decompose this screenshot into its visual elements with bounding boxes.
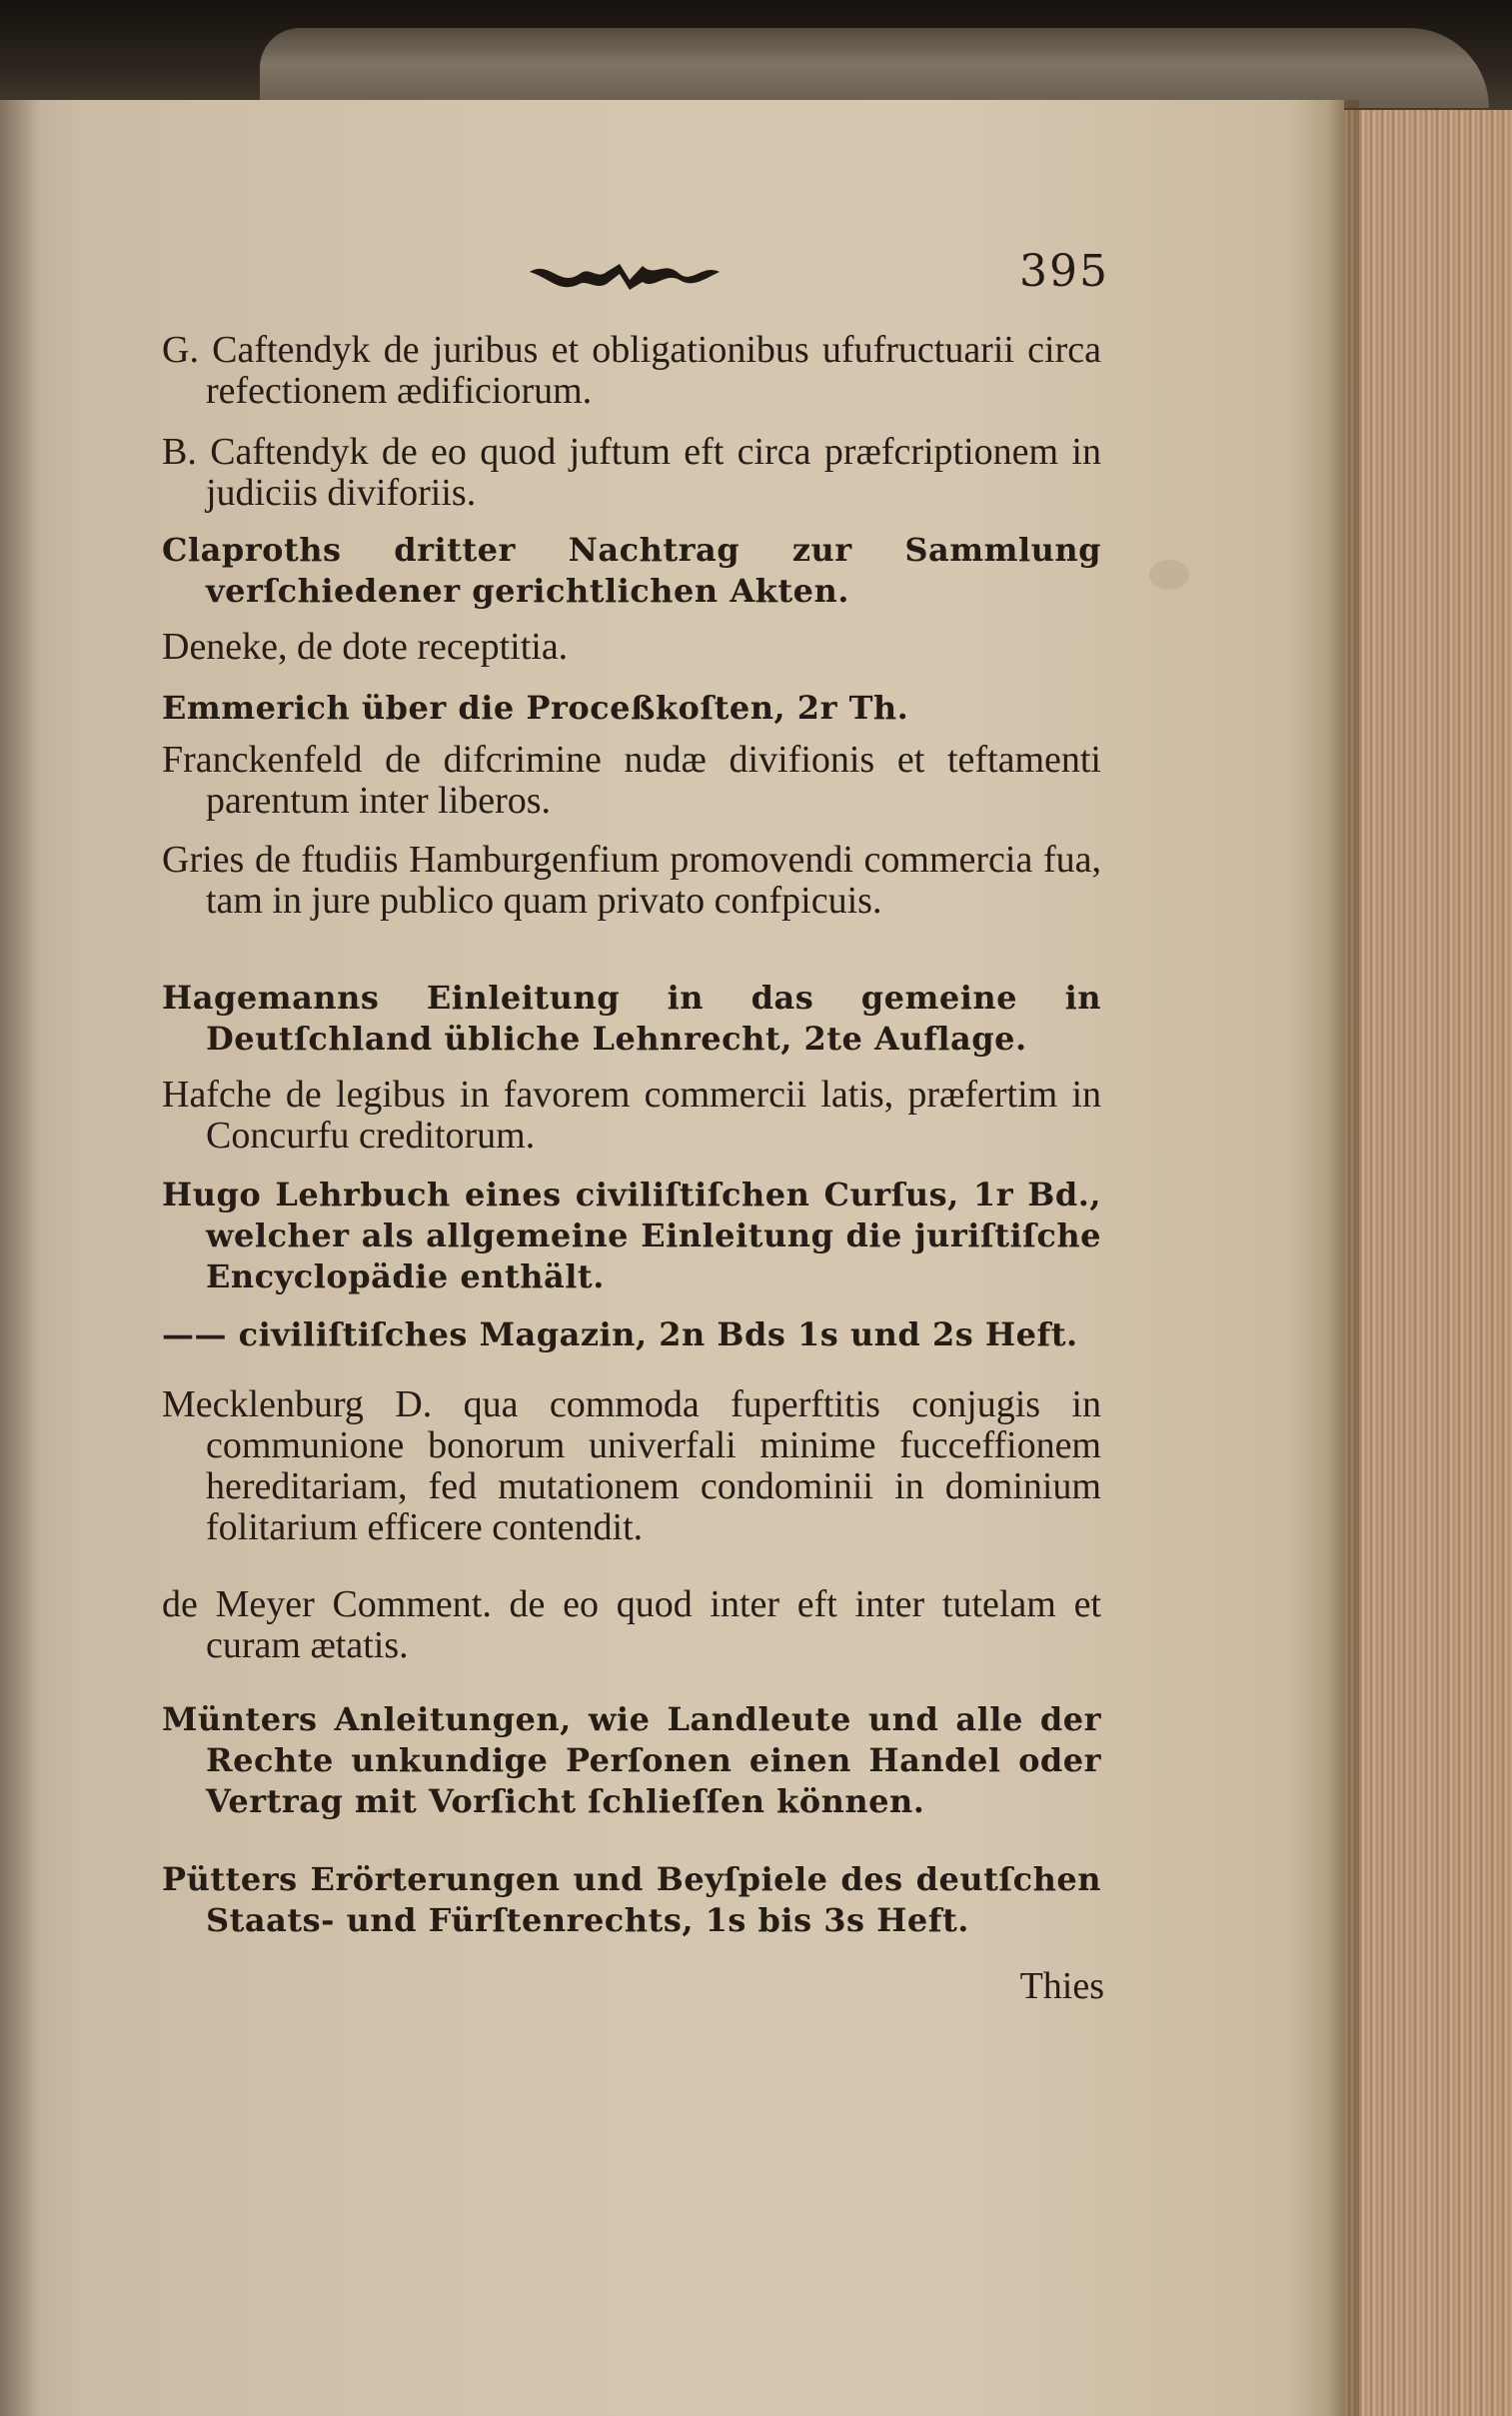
page-fore-edge <box>1344 110 1512 2416</box>
list-item: Münters Anleitungen, wie Landleute und alle der Rechte unkundige Perſonen einen Handel oder Vertrag mit Vorſicht ſchlieſſen können. <box>162 1700 1101 1820</box>
list-item: Franckenfeld de difcrimine nudæ divifionis et teftamenti parentum inter liberos. <box>162 739 1101 822</box>
list-item: Gries de ftudiis Hamburgenfium promovendi commercia fua, tam in jure publico quam privato confpicuis. <box>162 839 1101 922</box>
list-item: de Meyer Comment. de eo quod inter eft inter tutelam et curam ætatis. <box>162 1583 1101 1666</box>
book-binding <box>260 28 1489 108</box>
page-gutter-shadow <box>0 100 40 2416</box>
list-item: Pütters Erörterungen und Beyſpiele des deutſchen Staats- und Fürſtenrechts, 1s bis 3s Heft. <box>162 1860 1101 1939</box>
list-item: —— civiliſtiſches Magazin, 2n Bds 1s und 2s Heft. <box>162 1315 1078 1353</box>
page-edge-shadow <box>1329 100 1359 2416</box>
list-item: Hagemanns Einleitung in das gemeine in Deutſchland übliche Lehnrecht, 2te Auflage. <box>162 979 1101 1058</box>
paper-stain <box>1149 560 1189 590</box>
page-number: 395 <box>1019 246 1109 297</box>
list-item: Claproths dritter Nachtrag zur Sammlung verſchiedener gerichtlichen Akten. <box>162 531 1101 610</box>
list-item: B. Caftendyk de eo quod juftum eft circa præfcriptionem in judiciis divіforiis. <box>162 431 1101 514</box>
list-item: Emmerich über die Proceßkoſten, 2r Th. <box>162 689 909 727</box>
list-item: Hafche de legibus in favorem commercii latis, præfertim in Concurfu creditorum. <box>162 1074 1101 1157</box>
list-item: Mecklenburg D. qua commoda fuperftitis conjugis in communione bonorum univerfali minime fucceffionem hereditariam, fed mutationem condominii in dominium folitarium efficere contendit. <box>162 1383 1101 1548</box>
catchword: Thies <box>1019 1965 1104 2007</box>
list-item: G. Caftendyk de juribus et obligationibus ufufructuarii circa refectionem ædificiorum. <box>162 329 1101 412</box>
printer-ornament-icon <box>525 250 725 300</box>
list-item: Hugo Lehrbuch eines civiliſtiſchen Curſus, 1r Bd., welcher als allgemeine Einleitung die juriſtiſche Encyclopädie enthält. <box>162 1176 1101 1295</box>
list-item: Deneke, de dote receptitia. <box>162 626 569 668</box>
